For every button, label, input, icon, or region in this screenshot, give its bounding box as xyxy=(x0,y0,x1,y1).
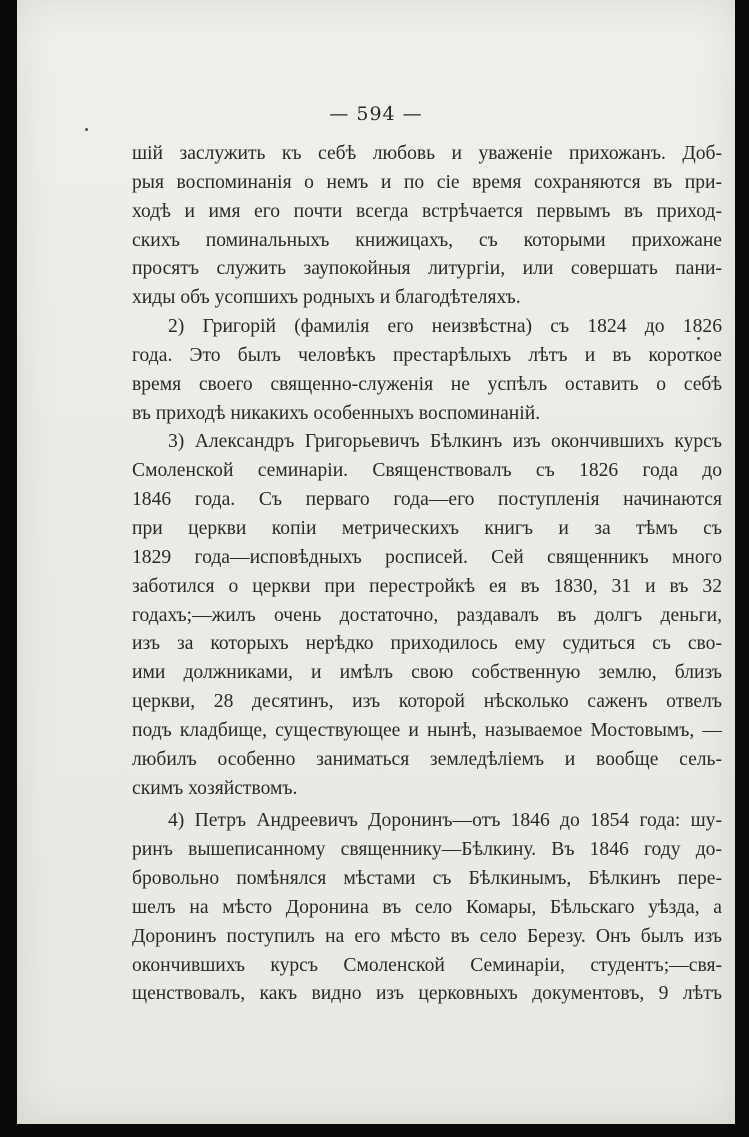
text-line: 2) Григорій (фамилія его неизвѣстна) съ 1824 до 1826 xyxy=(168,316,722,338)
text-line: 4) Петръ Андреевичъ Доронинъ—отъ 1846 до 1854 года: шу- xyxy=(168,810,722,832)
text-line: заботился о церкви при перестройкѣ ея въ 1830, 31 и въ 32 xyxy=(132,575,722,597)
paper-speck xyxy=(697,337,700,340)
text-line: ходѣ и имя его почти всегда встрѣчается первымъ въ приход- xyxy=(132,200,722,222)
text-line: года. Это былъ человѣкъ престарѣлыхъ лѣтъ и въ короткое xyxy=(132,344,722,366)
text-line: Смоленской семинаріи. Священствовалъ съ 1826 года до xyxy=(132,460,722,482)
text-line: ими должниками, и имѣлъ свою собственную землю, близъ xyxy=(132,662,722,684)
text-line: время своего священно-служенія не успѣлъ оставить о себѣ xyxy=(132,373,722,395)
text-line: щенствовалъ, какъ видно изъ церковныхъ документовъ, 9 лѣтъ xyxy=(132,983,722,1005)
text-line: изъ за которыхъ нерѣдко приходилось ему судиться съ сво- xyxy=(132,633,722,655)
text-line: въ приходѣ никакихъ особенныхъ воспоминаній. xyxy=(132,402,541,424)
text-line: 1829 года—исповѣдныхъ росписей. Сей священникъ много xyxy=(132,546,722,568)
paper-speck xyxy=(85,128,88,131)
text-line: любилъ особенно заниматься земледѣліемъ и вообще сель- xyxy=(132,748,722,770)
text-line: рыя воспоминанія о немъ и по сіе время сохраняются въ при- xyxy=(132,171,722,193)
page-number: — 594 — xyxy=(329,103,423,125)
text-line: годахъ;—жилъ очень достаточно, раздавалъ въ долгъ деньги, xyxy=(132,604,722,626)
text-line: окончившихъ курсъ Смоленской Семинаріи, студентъ;—свя- xyxy=(132,954,722,976)
text-line: скихъ поминальныхъ книжицахъ, съ которыми прихожане xyxy=(132,229,722,251)
text-line: скимъ хозяйствомъ. xyxy=(132,777,298,799)
book-page xyxy=(17,0,735,1124)
text-line: шій заслужить къ себѣ любовь и уваженіе прихожанъ. Доб- xyxy=(132,143,722,164)
text-line: 1846 года. Съ перваго года—его поступленія начинаются xyxy=(132,489,722,511)
text-line: подъ кладбище, существующее и нынѣ, называемое Мостовымъ, — xyxy=(132,719,722,741)
text-line: 3) Александръ Григорьевичъ Бѣлкинъ изъ окончившихъ курсъ xyxy=(168,431,722,453)
text-line: при церкви копіи метрическихъ книгъ и за тѣмъ съ xyxy=(132,517,722,539)
page-text xyxy=(132,140,722,1009)
text-line: шелъ на мѣсто Доронина въ село Комары, Бѣльскаго уѣзда, а xyxy=(132,896,722,918)
text-line: бровольно помѣнялся мѣстами съ Бѣлкинымъ, Бѣлкинъ пере- xyxy=(132,868,722,890)
text-line: просятъ служить заупокойныя литургіи, или совершать пани- xyxy=(132,258,722,280)
text-line: церкви, 28 десятинъ, изъ которой нѣсколько саженъ отвелъ xyxy=(132,691,722,713)
text-line: Доронинъ поступилъ на его мѣсто въ село Березу. Онъ былъ изъ xyxy=(132,925,722,947)
text-line: хиды объ усопшихъ родныхъ и благодѣтеляхъ. xyxy=(132,287,521,309)
text-line: ринъ вышеписанному священнику—Бѣлкину. Въ 1846 году до- xyxy=(132,839,722,861)
